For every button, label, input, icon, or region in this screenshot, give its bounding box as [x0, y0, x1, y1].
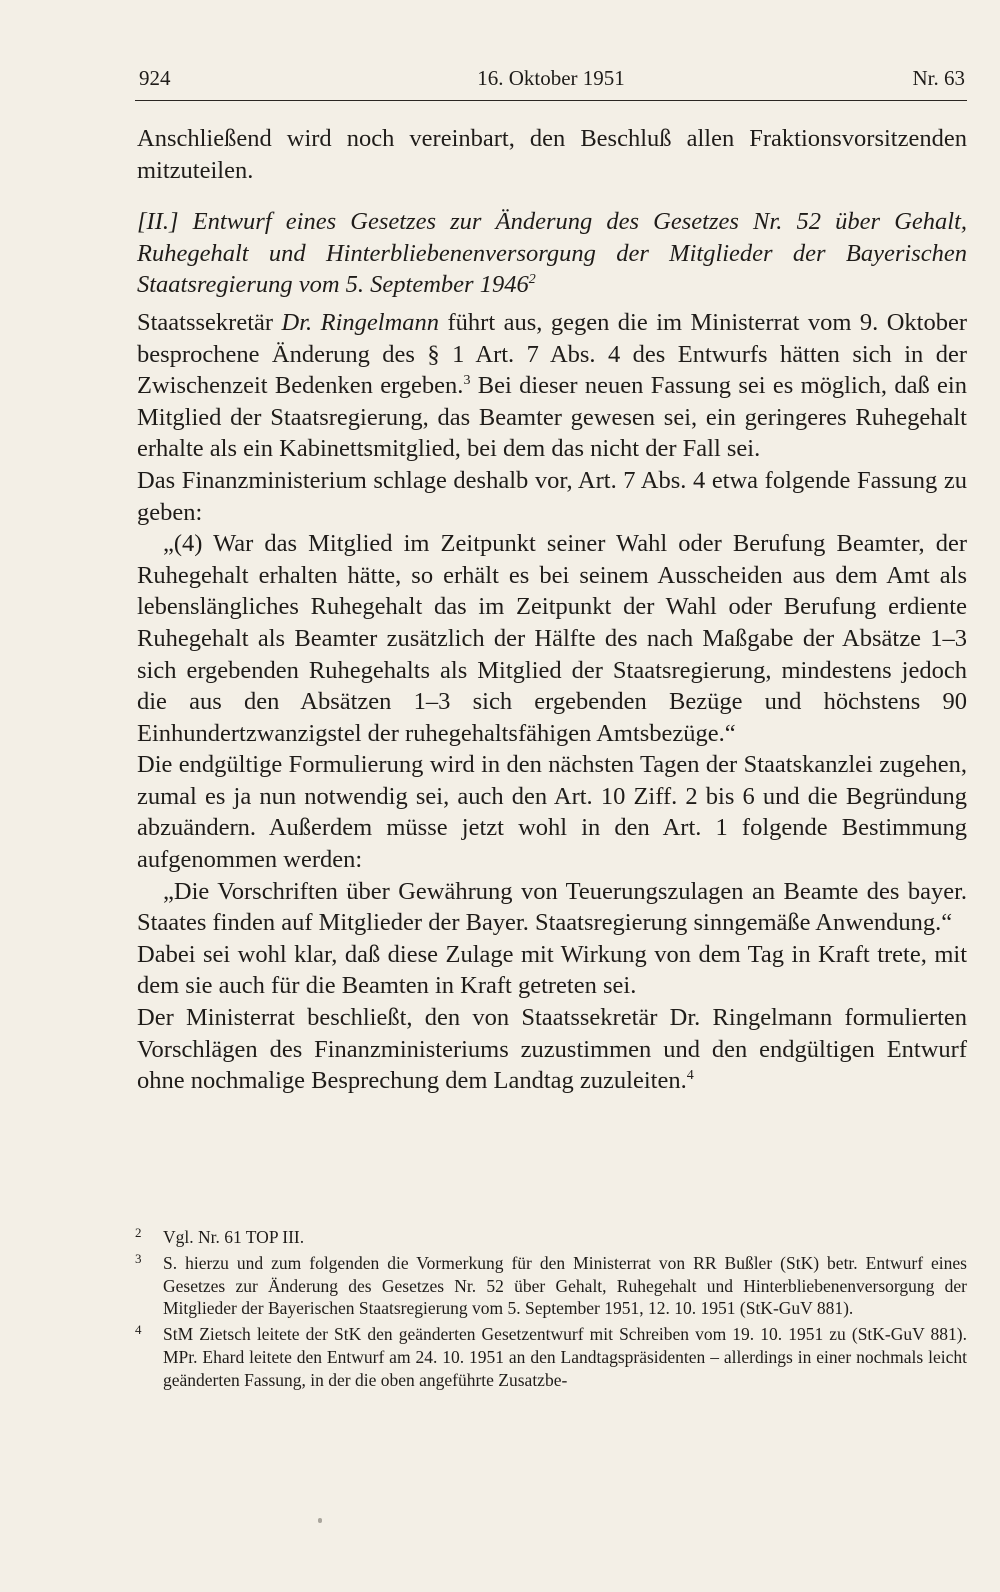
paragraph: Anschließend wird noch vereinbart, den Beschluß allen Fraktionsvorsitzenden mitzuteilen.	[137, 125, 967, 184]
footnote-text: Vgl. Nr. 61 TOP III.	[163, 1227, 305, 1247]
paragraph: Dabei sei wohl klar, daß diese Zulage mit Wirkung von dem Tag in Kraft trete, mit dem sie auch für die Beamten in Kraft getreten sei.	[137, 940, 967, 1000]
footnote-ref: 3	[463, 373, 471, 388]
person-name: Dr. Ringelmann	[281, 308, 440, 336]
paragraph: Das Finanzministerium schlage deshalb vor, Art. 7 Abs. 4 etwa folgende Fassung zu geben:	[137, 466, 967, 526]
main-text	[137, 123, 967, 1097]
section-title: Entwurf eines Gesetzes zur Änderung des Gesetzes Nr. 52 über Gehalt, Ruhegehalt und Hinterbliebenenversorgung der Mitglieder der Bayerischen Staatsregierung vom 5. September 1946	[137, 208, 967, 299]
ink-speck	[318, 1518, 322, 1523]
footnote-number: 3	[135, 1250, 142, 1266]
quotation: „(4) War das Mitglied im Zeitpunkt seiner Wahl oder Berufung Beamter, der Ruhegehalt erhalten hätte, so erhält es bei seinem Ausscheiden aus dem Amt als lebenslängliches Ruhegehalt das im Zeitpunkt der Wahl oder Berufung erdiente Ruhegehalt als Beamter zusätzlich der Hälfte des nach Maßgabe der Absätze 1–3 sich ergebenden Ruhegehalts als Mitglied der Staatsregierung, mindestens jedoch die aus den Absätzen 1–3 sich ergebenden Bezüge und höchstens 90 Einhundertzwanzigstel der ruhegehaltsfähigen Amtsbezüge.“	[137, 530, 967, 747]
header-date: 16. Oktober 1951	[477, 66, 625, 90]
footnote-ref: 2	[528, 272, 536, 288]
quotation: „Die Vorschriften über Gewährung von Teuerungszulagen an Beamte des bayer. Staates finden auf Mitglieder der Bayer. Staatsregierung sinngemäße Anwendung.“	[137, 877, 967, 937]
footnotes	[135, 1226, 967, 1395]
page-number: 924	[139, 66, 171, 90]
footnote	[135, 1226, 967, 1249]
footnote-text: StM Zietsch leitete der StK den geänderten Gesetzentwurf mit Schreiben vom 19. 10. 1951 zu (StK-GuV 881). MPr. Ehard leitete den Entwurf am 24. 10. 1951 an den Landtagspräsidenten – allerdings in einer nochmals leicht geänderten Fassung, in der die oben angeführte Zusatzbe-	[163, 1324, 967, 1390]
footnote-number: 4	[135, 1322, 142, 1338]
paragraph: Die endgültige Formulierung wird in den nächsten Tagen der Staatskanzlei zugehen, zumal es ja nun notwendig sei, auch den Art. 10 Ziff. 2 bis 6 und die Begründung abzuändern. Außerdem müsse jetzt wohl in den Art. 1 folgende Bestimmung aufgenommen werden:	[137, 751, 967, 874]
footnote-number: 2	[135, 1225, 142, 1240]
paragraph: Der Ministerrat beschließt, den von Staatssekretär Dr. Ringelmann formulierten Vorschlägen des Finanzministeriums zuzustimmen und den endgültigen Entwurf ohne nochmalige Besprechung dem Landtag zuzuleiten.$^4$	[137, 1004, 967, 1095]
footnote-ref: 4	[686, 1068, 694, 1084]
footnote	[135, 1323, 967, 1391]
footnote-text: S. hierzu und zum folgenden die Vormerkung für den Ministerrat von RR Bußler (StK) betr. Entwurf eines Gesetzes zur Änderung des Gesetzes Nr. 52 über Gehalt, Ruhegehalt und Hinterbliebenenversorgung der Mitglieder der Bayerischen Staatsregierung vom 5. September 1951, 12. 10. 1951 (StK-GuV 881).	[163, 1252, 967, 1319]
section-number: [II.]	[137, 208, 179, 236]
running-header	[135, 60, 967, 101]
section-heading	[137, 206, 967, 301]
footnote	[135, 1252, 967, 1320]
issue-number: Nr. 63	[912, 66, 965, 90]
paragraph: Staatssekretär Dr. Ringelmann führt aus, gegen die im Ministerrat vom 9. Oktober besprochene Änderung des § 1 Art. 7 Abs. 4 des Entwurfs hätten sich in der Zwischenzeit Bedenken ergeben.$^3$ Bei dieser neuen Fassung sei es möglich, daß ein Mitglied der Staatsregierung, das Beamter gewesen sei, ein geringeres Ruhegehalt erhalte als ein Kabinettsmitglied, bei dem das nicht der Fall sei.	[137, 308, 967, 463]
